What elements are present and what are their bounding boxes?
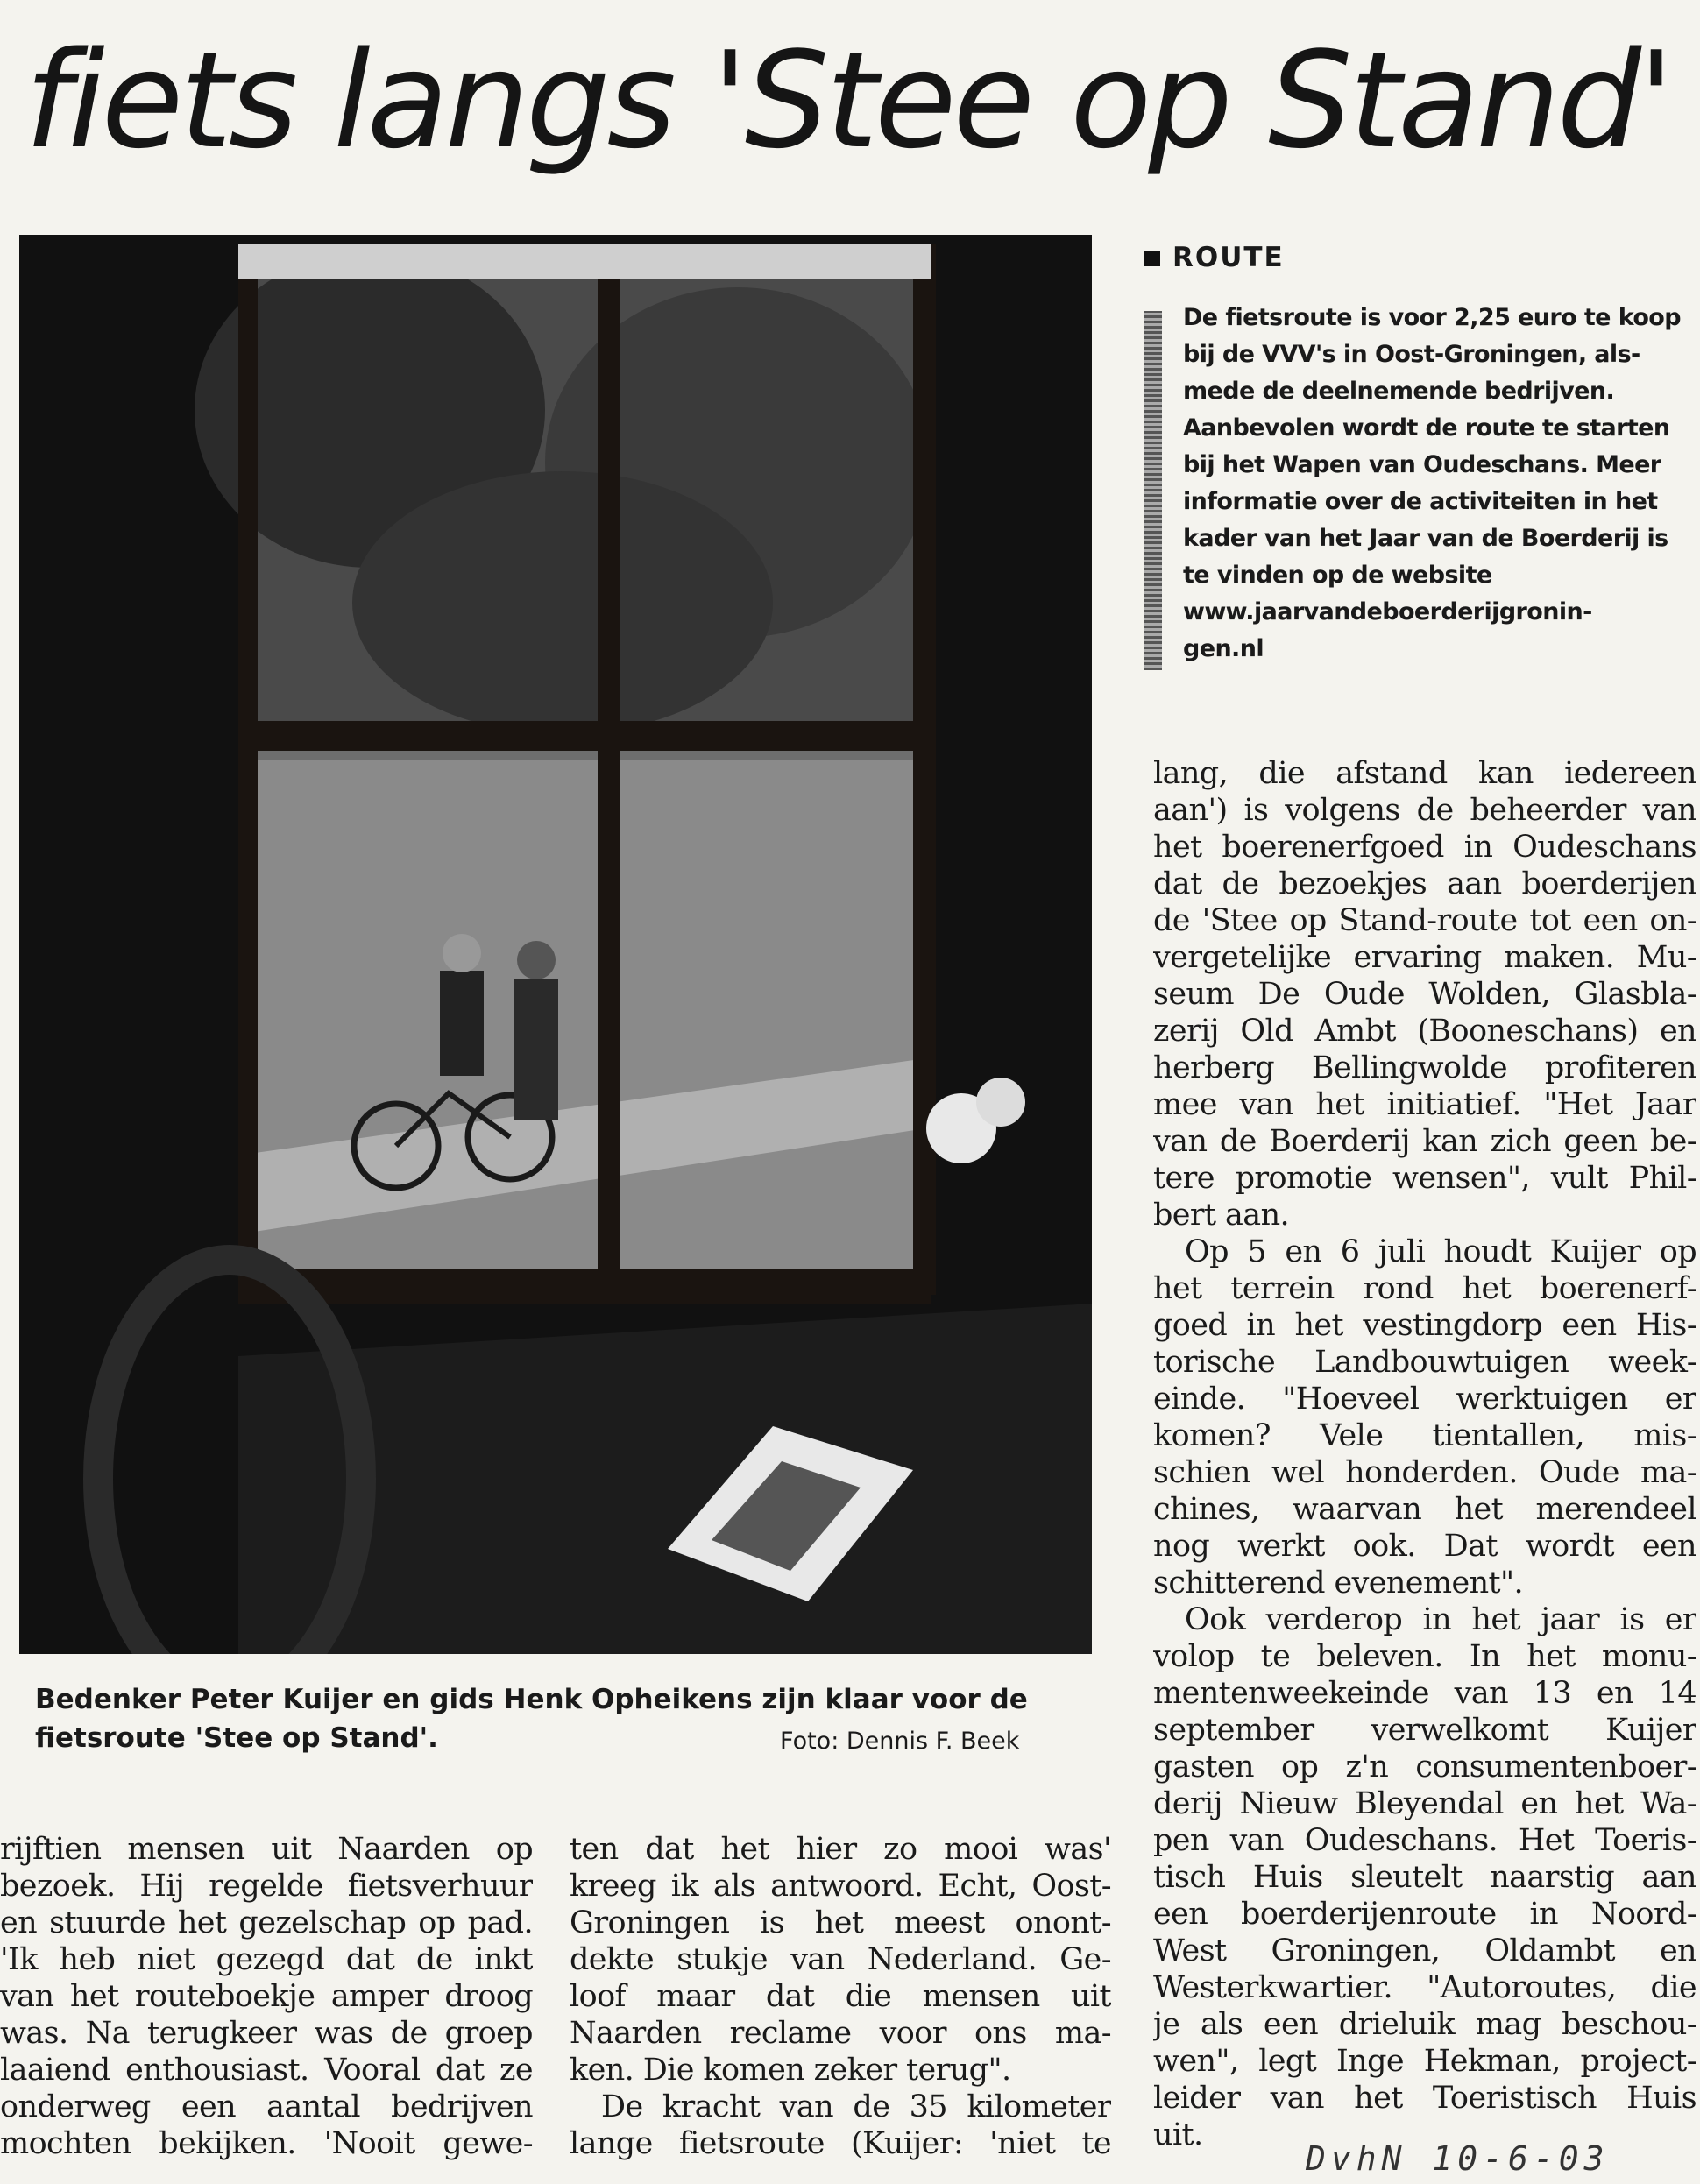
text-line: bert aan. xyxy=(1153,1198,1290,1233)
text-line: derij Nieuw Bleyendal en het Wa- xyxy=(1153,1786,1696,1821)
text-line: einde. "Hoeveel werktuigen er xyxy=(1153,1382,1696,1417)
sidebar-line: De fietsroute is voor 2,25 euro te koop xyxy=(1183,304,1681,331)
text-line: van de Boerderij kan zich geen be- xyxy=(1153,1124,1696,1159)
text-line: mochten bekijken. 'Nooit gewe- xyxy=(0,2126,533,2161)
sidebar-line: mede de deelnemende bedrijven. xyxy=(1183,378,1615,405)
text-line: torische Landbouwtuigen week- xyxy=(1153,1345,1696,1380)
text-line: tere promotie wensen", vult Phil- xyxy=(1153,1161,1696,1196)
sidebar-line: gen.nl xyxy=(1183,635,1264,662)
text-line: was. Na terugkeer was de groep xyxy=(0,2016,533,2051)
text-line: loof maar dat die mensen uit xyxy=(570,1979,1111,2014)
text-line: je als een drieluik mag beschou- xyxy=(1153,2007,1696,2042)
text-line: van het routeboekje amper droog xyxy=(0,1979,533,2014)
text-line: lang, die afstand kan iedereen xyxy=(1153,756,1696,791)
text-line: het terrein rond het boerenerf- xyxy=(1153,1271,1696,1306)
text-line: 'Ik heb niet gezegd dat de inkt xyxy=(0,1942,533,1977)
text-line: ten dat het hier zo mooi was' xyxy=(570,1832,1111,1867)
sidebar-line: www.jaarvandeboerderijgronin- xyxy=(1183,598,1592,626)
text-line: een boerderijenroute in Noord- xyxy=(1153,1897,1696,1932)
text-line: West Groningen, Oldambt en xyxy=(1153,1933,1696,1968)
text-line: het boerenerfgoed in Oudeschans xyxy=(1153,830,1696,865)
sidebar-label-text: ROUTE xyxy=(1172,242,1285,273)
sidebar-line: kader van het Jaar van de Boerderij is xyxy=(1183,525,1668,552)
text-line: Ook verderop in het jaar is er xyxy=(1185,1602,1696,1637)
text-line: september verwelkomt Kuijer xyxy=(1153,1713,1696,1748)
text-line: Naarden reclame voor ons ma- xyxy=(570,2016,1111,2051)
text-line: goed in het vestingdorp een His- xyxy=(1153,1308,1696,1343)
article-column-1 xyxy=(0,1831,533,2162)
text-line: volop te beleven. In het monu- xyxy=(1153,1639,1696,1674)
text-line: schien wel honderden. Oude ma- xyxy=(1153,1455,1696,1490)
article-column-2 xyxy=(570,1831,1111,2162)
sidebar-text xyxy=(1183,300,1696,668)
text-line: en stuurde het gezelschap op pad. xyxy=(0,1905,533,1940)
text-line: kreeg ik als antwoord. Echt, Oost- xyxy=(570,1869,1111,1904)
headline: fiets langs 'Stee op Stand' xyxy=(25,23,1671,178)
text-line: gasten op z'n consumentenboer- xyxy=(1153,1749,1696,1785)
text-line: Westerkwartier. "Autoroutes, die xyxy=(1153,1970,1696,2005)
square-bullet-icon xyxy=(1144,251,1160,266)
sidebar-line: te vinden op de website xyxy=(1183,562,1492,589)
text-line: rijftien mensen uit Naarden op xyxy=(0,1832,533,1867)
text-line: vergetelijke ervaring maken. Mu- xyxy=(1153,940,1696,975)
text-line: lange fietsroute (Kuijer: 'niet te xyxy=(570,2126,1111,2161)
text-line: laaiend enthousiast. Vooral dat ze xyxy=(0,2053,533,2088)
text-line: tisch Huis sleutelt naarstig aan xyxy=(1153,1860,1696,1895)
sidebar-bar xyxy=(1144,311,1162,670)
sidebar-label xyxy=(1144,238,1285,277)
text-line: aan') is volgens de beheerder van xyxy=(1153,793,1696,828)
text-line: bezoek. Hij regelde fietsverhuur xyxy=(0,1869,533,1904)
sidebar-line: bij het Wapen van Oudeschans. Meer xyxy=(1183,451,1661,478)
text-line: schitterend evenement". xyxy=(1153,1566,1524,1601)
text-line: chines, waarvan het merendeel xyxy=(1153,1492,1696,1527)
text-line: seum De Oude Wolden, Glasbla- xyxy=(1153,977,1696,1012)
sidebar-line: Aanbevolen wordt de route te starten xyxy=(1183,414,1670,442)
text-line: leider van het Toeristisch Huis xyxy=(1153,2081,1696,2116)
text-line: zerij Old Ambt (Booneschans) en xyxy=(1153,1014,1696,1049)
window-scene-illustration xyxy=(19,235,1092,1654)
article-column-3 xyxy=(1153,755,1696,2153)
photo-caption: Bedenker Peter Kuijer en gids Henk Opheikens zijn klaar voor de fietsroute 'Stee op Stand'. xyxy=(35,1684,1028,1754)
photo-credit: Foto: Dennis F. Beek xyxy=(780,1728,1020,1755)
text-line: dat de bezoekjes aan boerderijen xyxy=(1153,866,1696,901)
text-line: mentenweekeinde van 13 en 14 xyxy=(1153,1676,1696,1711)
sidebar-line: informatie over de activiteiten in het xyxy=(1183,488,1658,515)
sidebar-line: bij de VVV's in Oost-Groningen, als- xyxy=(1183,341,1640,368)
handwritten-note: DvhN 10-6-03 xyxy=(1306,2139,1610,2178)
text-line: ken. Die komen zeker terug". xyxy=(570,2053,1011,2088)
article-photo xyxy=(19,235,1092,1654)
text-line: wen", legt Inge Hekman, project- xyxy=(1153,2044,1696,2079)
text-line: herberg Bellingwolde profiteren xyxy=(1153,1050,1696,1085)
text-line: dekte stukje van Nederland. Ge- xyxy=(570,1942,1111,1977)
text-line: mee van het initiatief. "Het Jaar xyxy=(1153,1087,1696,1122)
text-line: nog werkt ook. Dat wordt een xyxy=(1153,1529,1696,1564)
text-line: pen van Oudeschans. Het Toeris- xyxy=(1153,1823,1696,1858)
text-line: Op 5 en 6 juli houdt Kuijer op xyxy=(1185,1234,1696,1269)
text-line: Groningen is het meest onont- xyxy=(570,1905,1111,1940)
text-line: uit. xyxy=(1153,2117,1203,2152)
text-line: onderweg een aantal bedrijven xyxy=(0,2089,533,2124)
text-line: komen? Vele tientallen, mis- xyxy=(1153,1418,1696,1453)
text-line: de 'Stee op Stand-route tot een on- xyxy=(1153,903,1696,938)
text-line: De kracht van de 35 kilometer xyxy=(601,2089,1111,2124)
